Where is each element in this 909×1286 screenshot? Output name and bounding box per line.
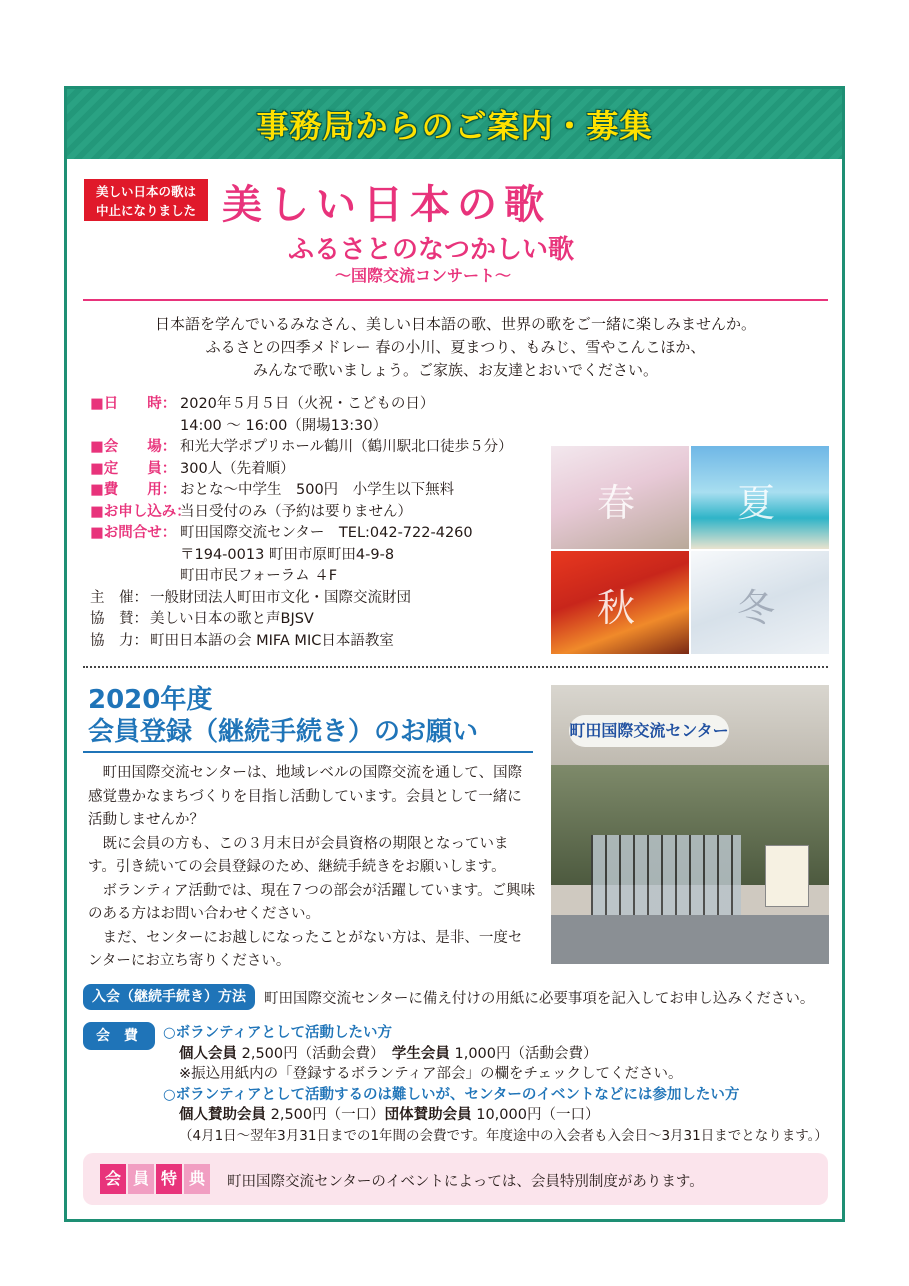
spring-image: 春 <box>551 446 689 549</box>
detail-row: ■お申し込み： 当日受付のみ（予約は要りません） <box>90 503 412 520</box>
center-sign: 町田国際交流センター <box>569 715 729 747</box>
membership-year: 2020年度 <box>88 685 213 715</box>
summer-image: 夏 <box>691 446 829 549</box>
detail-row: ■費 用： おとな〜中学生 500円 小学生以下無料 <box>90 482 455 498</box>
divider <box>83 751 533 753</box>
membership-title: 会員登録（継続手続き）のお願い <box>88 717 479 747</box>
signboard <box>765 845 809 907</box>
fee-details: ○ボランティアとして活動したい方 個人会員 2,500円（活動会費） 学生会員 1,000円（活動会費） ※振込用紙内の「登録するボランティア部会」の欄をチェックしてください。 ○ボランティアとして活動するのは難しいが、センターのイベントなどには参加したい方 個人賛助会員 2,500円（一口）団体賛助会員 10,000円（一口） （4月1日〜翌年3月31日までの1年間の会費です。年度途中の入会者も入会日〜3月31日までとなります。） <box>163 1025 828 1144</box>
winter-image: 冬 <box>691 551 829 654</box>
info-frame <box>64 86 845 1222</box>
join-method-text: 町田国際交流センターに備え付けの用紙に必要事項を記入してお申し込みください。 <box>264 991 815 1007</box>
concert-subtitle: ふるさとのなつかしい歌 <box>288 235 575 265</box>
divider <box>83 299 828 301</box>
header-banner <box>67 89 842 159</box>
four-seasons-image <box>551 446 829 654</box>
detail-row: ■お問合せ： 町田国際交流センター TEL:042-722-4260 <box>90 525 473 541</box>
page-title: 事務局からのご案内・募集 <box>256 107 653 145</box>
member-benefit-label: 会 員 特 典 <box>100 1164 210 1194</box>
section-divider <box>83 666 828 668</box>
detail-row: ■会 場： 和光大学ポプリホール鶴川（鶴川駅北口徒歩５分） <box>90 439 513 455</box>
fee-label: 会費 <box>83 1022 155 1050</box>
detail-row: 14:00 〜 16:00（開場13:30） <box>180 417 388 434</box>
concert-title: 美しい日本の歌 <box>222 181 551 228</box>
concert-tagline: 〜国際交流コンサート〜 <box>335 266 512 285</box>
member-benefit-text: 町田国際交流センターのイベントによっては、会員特別制度があります。 <box>227 1174 704 1190</box>
concert-intro: 日本語を学んでいるみなさん、美しい日本語の歌、世界の歌をご一緒に楽しみませんか。 ふるさとの四季メドレー 春の小川、夏まつり、もみじ、雪やこんこほか、 みんなで歌いましょう。ご家族、お友達とおいでください。 <box>155 315 756 379</box>
autumn-image: 秋 <box>551 551 689 654</box>
center-photo <box>551 685 829 964</box>
cancel-notice-badge: 美しい日本の歌は 中止になりました <box>84 179 208 221</box>
credit-row: 協 賛： 美しい日本の歌と声BJSV <box>90 611 314 627</box>
detail-row: 〒194-0013 町田市原町田4-9-8 <box>180 546 395 563</box>
detail-row: ■定 員： 300人（先着順） <box>90 460 295 477</box>
detail-row: 町田市民フォーラム ４F <box>180 568 338 584</box>
credit-row: 主 催： 一般財団法人町田市文化・国際交流財団 <box>90 589 411 606</box>
join-method-label: 入会（継続手続き）方法 <box>83 984 255 1010</box>
membership-body: 町田国際交流センターは、地域レベルの国際交流を通して、国際感覚豊かなまちづくりを目指し活動しています。会員として一緒に活動しませんか？ 既に会員の方も、この３月末日が会員資格の期限となっています。引き続いての会員登録のため、継続手続きをお願いします。 ボランティア活動では、現在７つの部会が活躍しています。ご興味のある方はお問い合わせください。 まだ、センターにお越しになったことがない方は、是非、一度センターにお立ち寄りください。 <box>88 765 536 969</box>
concert-details <box>90 394 513 652</box>
detail-row: ■日 時： 2020年５月５日（火祝・こどもの日） <box>90 396 435 412</box>
credit-row: 協 力： 町田日本語の会 MIFA MIC日本語教室 <box>90 632 394 649</box>
